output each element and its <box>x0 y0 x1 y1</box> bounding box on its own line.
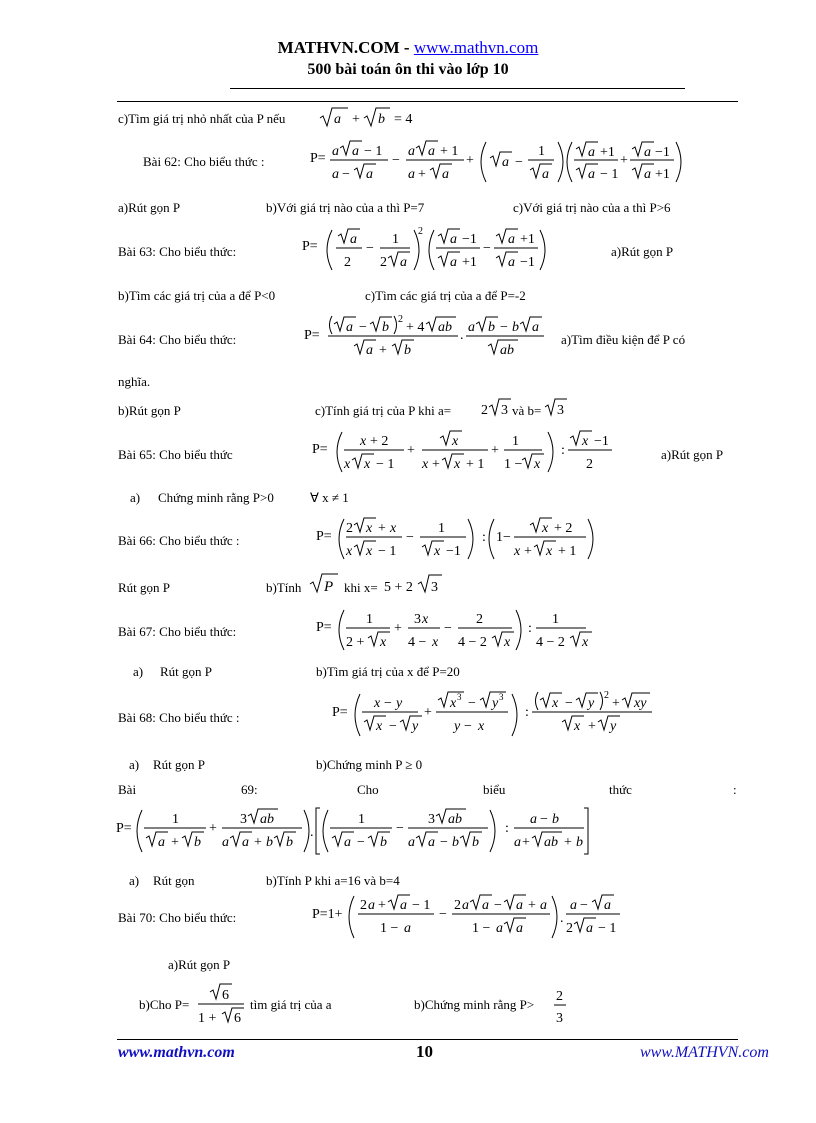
svg-text:a: a <box>332 167 339 182</box>
svg-text:a: a <box>586 921 593 936</box>
svg-text:− 1: − 1 <box>412 898 431 913</box>
svg-text:ab: ab <box>438 320 452 335</box>
svg-text:3: 3 <box>499 692 504 702</box>
formula-69 <box>116 806 596 858</box>
svg-text:y: y <box>454 719 461 734</box>
svg-text:+: + <box>378 898 386 913</box>
svg-text:b: b <box>266 835 273 850</box>
problem-64-part-c: c)Tính giá trị của P khi a= <box>315 403 452 418</box>
svg-text:b: b <box>378 112 385 127</box>
formula-67 <box>316 606 596 656</box>
svg-text:2: 2 <box>604 690 609 701</box>
svg-text:a: a <box>604 898 611 913</box>
header-subtitle: 500 bài toán ôn thi vào lớp 10 <box>307 61 509 78</box>
problem-69-part-a: Rút gọn <box>153 873 195 888</box>
svg-text:3: 3 <box>501 403 508 418</box>
svg-text:x: x <box>478 719 485 734</box>
svg-text:+: + <box>424 705 432 720</box>
svg-text:+: + <box>209 821 217 836</box>
svg-text:x: x <box>552 696 559 711</box>
svg-text:2: 2 <box>346 521 353 536</box>
svg-text::: : <box>561 443 565 458</box>
problem-64-part-b: b)Rút gọn P <box>118 403 181 418</box>
svg-text:x: x <box>454 457 461 472</box>
problem-67-part-a-label: a) <box>133 664 144 679</box>
svg-text:x: x <box>374 696 381 711</box>
svg-text:1 −: 1 − <box>380 921 399 936</box>
svg-text:a: a <box>400 255 407 270</box>
svg-text:x: x <box>346 544 353 559</box>
svg-text:4 −: 4 − <box>408 635 427 650</box>
svg-text:−: − <box>342 167 350 182</box>
formula-66 <box>316 515 596 565</box>
svg-text:P=: P= <box>316 620 332 635</box>
formula-70-P-value <box>196 982 256 1030</box>
svg-text:+: + <box>379 343 387 358</box>
svg-text:P=: P= <box>310 151 326 166</box>
problem-66-part-a: Rút gọn P <box>118 580 171 595</box>
svg-text:a: a <box>516 898 523 913</box>
svg-text:1: 1 <box>438 521 445 536</box>
problem-67-label: Bài 67: Cho biểu thức: <box>118 624 237 639</box>
svg-text:+: + <box>564 835 572 850</box>
svg-text:+1: +1 <box>655 167 670 182</box>
svg-text:2: 2 <box>344 255 351 270</box>
svg-text:x: x <box>574 719 581 734</box>
svg-text:+ 2: + 2 <box>554 521 573 536</box>
svg-text:x: x <box>534 457 541 472</box>
problem-69-word: 69: <box>241 782 258 797</box>
svg-text:2: 2 <box>586 457 593 472</box>
formula-65 <box>312 428 612 478</box>
svg-text:2: 2 <box>481 403 488 418</box>
svg-text:x: x <box>450 696 457 711</box>
svg-text:P: P <box>324 579 334 595</box>
problem-66-part-b: b)Tính <box>266 580 302 595</box>
problem-62-part-c: c)Với giá trị nào của a thì P>6 <box>513 200 671 215</box>
svg-text:b: b <box>472 835 479 850</box>
svg-text:x: x <box>366 544 373 559</box>
problem-64-label: Bài 64: Cho biểu thức: <box>118 332 237 347</box>
formula-64 <box>304 314 544 364</box>
svg-text:+1: +1 <box>462 255 477 270</box>
svg-text:a: a <box>530 812 537 827</box>
problem-67-part-a: Rút gọn P <box>160 664 213 679</box>
svg-text:x: x <box>364 457 371 472</box>
svg-text:3: 3 <box>240 812 247 827</box>
svg-text:6: 6 <box>234 1011 241 1026</box>
svg-text:a: a <box>570 898 577 913</box>
svg-text:−: − <box>439 907 447 922</box>
svg-text:.: . <box>560 911 564 926</box>
svg-text:a: a <box>408 144 415 159</box>
svg-text:a: a <box>332 144 339 159</box>
svg-text:a: a <box>450 255 457 270</box>
svg-text:a: a <box>428 835 435 850</box>
svg-text:− 1: − 1 <box>600 167 619 182</box>
problem-67-part-b: b)Tìm giá trị của x để P=20 <box>316 664 460 679</box>
svg-text:1: 1 <box>538 144 545 159</box>
problem-65-part-b: Chứng minh rằng P>0 <box>158 490 274 505</box>
svg-text:a: a <box>514 835 521 850</box>
header-url-link[interactable]: www.mathvn.com <box>413 38 539 57</box>
problem-70-label: Bài 70: Cho biểu thức: <box>118 910 237 925</box>
svg-text:a: a <box>644 145 651 160</box>
svg-text:− 1: − 1 <box>378 544 397 559</box>
svg-text:xy: xy <box>634 696 647 711</box>
svg-text:+: + <box>620 153 628 168</box>
svg-text:a: a <box>408 835 415 850</box>
svg-text:+1: +1 <box>520 232 535 247</box>
svg-text:4 − 2: 4 − 2 <box>536 635 565 650</box>
svg-text:a: a <box>540 898 547 913</box>
svg-text:−: − <box>464 719 472 734</box>
svg-text:a: a <box>450 232 457 247</box>
svg-text:1: 1 <box>392 232 399 247</box>
svg-text:2: 2 <box>454 898 461 913</box>
svg-text:b: b <box>380 835 387 850</box>
svg-text:2: 2 <box>398 314 403 325</box>
svg-text:a: a <box>588 167 595 182</box>
svg-text:a: a <box>502 155 509 170</box>
svg-text:a: a <box>400 898 407 913</box>
problem-66-label: Bài 66: Cho biểu thức : <box>118 533 240 548</box>
svg-text:b: b <box>286 835 293 850</box>
svg-text:1−: 1− <box>496 530 511 545</box>
svg-text:x: x <box>432 635 439 650</box>
svg-text:+: + <box>432 457 440 472</box>
svg-text:−1: −1 <box>462 232 477 247</box>
svg-text:− 1: − 1 <box>598 921 617 936</box>
header-rule-short <box>230 88 685 89</box>
svg-text:x: x <box>344 457 351 472</box>
svg-text:+: + <box>491 443 499 458</box>
formula-68 <box>332 690 662 742</box>
svg-text:b: b <box>552 812 559 827</box>
problem-62-part-a: a)Rút gọn P <box>118 200 181 215</box>
svg-text:ab: ab <box>260 812 274 827</box>
svg-text:P=: P= <box>302 239 318 254</box>
svg-text:x: x <box>360 434 367 449</box>
problem-65-part-b-label: a) <box>130 490 141 505</box>
svg-text:x: x <box>452 434 459 449</box>
svg-text:b: b <box>488 320 495 335</box>
formula-70-fraction <box>552 986 572 1030</box>
problem-63-part-b: b)Tìm các giá trị của a để P<0 <box>118 288 276 303</box>
svg-text:b: b <box>452 835 459 850</box>
svg-text:3: 3 <box>557 403 564 418</box>
svg-text:+ 1: + 1 <box>558 544 577 559</box>
svg-text:x: x <box>546 544 553 559</box>
svg-text:−: − <box>440 835 448 850</box>
problem-70-part-a: a)Rút gọn P <box>168 957 231 972</box>
svg-text:.: . <box>310 825 314 840</box>
problem-69-word: biểu <box>483 782 506 797</box>
svg-text:x: x <box>380 635 387 650</box>
svg-text:−: − <box>483 241 491 256</box>
svg-text:a: a <box>408 167 415 182</box>
svg-text:P=: P= <box>116 821 132 836</box>
problem-63-part-c: c)Tìm các giá trị của a để P=-2 <box>365 288 526 303</box>
svg-text:y: y <box>588 696 595 711</box>
svg-text:1: 1 <box>366 612 373 627</box>
formula-63 <box>302 226 562 276</box>
svg-text:a: a <box>428 144 435 159</box>
svg-text:−: − <box>384 696 392 711</box>
svg-text:a: a <box>644 167 651 182</box>
svg-text:a: a <box>404 921 411 936</box>
svg-text:= 4: = 4 <box>394 112 413 127</box>
svg-text:−: − <box>580 898 588 913</box>
footer-left-link[interactable]: www.mathvn.com <box>118 1044 235 1061</box>
footer-right-link[interactable]: www.MATHVN.com <box>640 1044 769 1061</box>
svg-text:P=1+: P=1+ <box>312 907 343 922</box>
svg-text:+ 1: + 1 <box>466 457 485 472</box>
svg-text:a: a <box>482 898 489 913</box>
header-brand: MATHVN.COM <box>277 38 400 57</box>
svg-text:+: + <box>466 153 474 168</box>
svg-text:−: − <box>389 719 397 734</box>
problem-69-word: Cho <box>357 782 379 797</box>
svg-text:+ 1: + 1 <box>440 144 459 159</box>
svg-text:.: . <box>460 328 464 343</box>
svg-text:ab: ab <box>448 812 462 827</box>
svg-text:−: − <box>565 696 573 711</box>
svg-text:−: − <box>396 821 404 836</box>
problem-65-part-b-cond: ∀ x ≠ 1 <box>310 490 349 505</box>
formula-64-b-value <box>545 396 575 418</box>
svg-text:−1: −1 <box>446 544 461 559</box>
svg-text:+: + <box>407 443 415 458</box>
svg-text:x: x <box>422 612 429 627</box>
svg-text:2: 2 <box>360 898 367 913</box>
svg-text:3: 3 <box>428 812 435 827</box>
svg-text:+ 4: + 4 <box>406 320 425 335</box>
problem-70-part-b: b)Cho P= <box>139 997 190 1012</box>
svg-text:5 + 2: 5 + 2 <box>384 580 413 595</box>
svg-text:a: a <box>496 921 503 936</box>
svg-text:+: + <box>378 521 386 536</box>
svg-text:1: 1 <box>512 434 519 449</box>
problem-text: c)Tìm giá trị nhỏ nhất của P nếu <box>118 111 286 126</box>
svg-text:P=: P= <box>304 328 320 343</box>
svg-text:P=: P= <box>312 442 328 457</box>
problem-69-part-b: b)Tính P khi a=16 và b=4 <box>266 873 400 888</box>
svg-text:y: y <box>610 719 617 734</box>
svg-text:a: a <box>368 898 375 913</box>
svg-text:x: x <box>582 434 589 449</box>
problem-64-part-a-cont: nghĩa. <box>118 374 151 389</box>
svg-text:1 −: 1 − <box>472 921 491 936</box>
svg-text:+: + <box>524 544 532 559</box>
svg-text:3: 3 <box>556 1011 563 1026</box>
problem-64-part-a: a)Tìm điều kiện để P có <box>561 332 686 347</box>
svg-text:ab: ab <box>500 343 514 358</box>
svg-text:x: x <box>514 544 521 559</box>
svg-text:+1: +1 <box>600 145 615 160</box>
svg-text:x: x <box>366 521 373 536</box>
svg-text:−: − <box>366 241 374 256</box>
formula-70 <box>312 892 642 944</box>
svg-text:+: + <box>522 835 530 850</box>
svg-text:2 +: 2 + <box>346 635 365 650</box>
page-number: 10 <box>416 1042 433 1061</box>
svg-text:−1: −1 <box>520 255 535 270</box>
problem-69-word: Bài <box>118 782 137 797</box>
svg-text:−: − <box>357 835 365 850</box>
svg-text:− 1: − 1 <box>376 457 395 472</box>
problem-63-label: Bài 63: Cho biểu thức: <box>118 244 237 259</box>
svg-text:b: b <box>576 835 583 850</box>
problem-64-part-c-b: và b= <box>512 403 542 418</box>
svg-text:a: a <box>366 167 373 182</box>
svg-text::: : <box>525 705 529 720</box>
svg-text:2: 2 <box>380 255 387 270</box>
svg-text:x: x <box>504 635 511 650</box>
svg-text:4 − 2: 4 − 2 <box>458 635 487 650</box>
svg-text:+: + <box>254 835 262 850</box>
svg-text:+ 2: + 2 <box>370 434 389 449</box>
svg-text:3: 3 <box>457 692 462 702</box>
svg-text:1 −: 1 − <box>504 457 523 472</box>
problem-68-part-a-label: a) <box>129 757 140 772</box>
svg-text:a: a <box>346 320 353 335</box>
problem-63-part-a: a)Rút gọn P <box>611 244 674 259</box>
svg-text:b: b <box>512 320 519 335</box>
header-title: MATHVN.COM - www.mathvn.com <box>277 38 539 57</box>
problem-68-label: Bài 68: Cho biểu thức : <box>118 710 240 725</box>
svg-text:a: a <box>542 167 549 182</box>
footer-rule <box>117 1039 738 1040</box>
svg-text:x: x <box>376 719 383 734</box>
problem-65-label: Bài 65: Cho biểu thức <box>118 447 233 462</box>
problem-69-part-a-label: a) <box>129 873 140 888</box>
svg-text:6: 6 <box>222 988 229 1003</box>
problem-66-part-b-cond: khi x= <box>344 580 378 595</box>
formula-66-x-value <box>384 572 454 596</box>
svg-text:− 1: − 1 <box>364 144 383 159</box>
svg-text:−: − <box>392 153 400 168</box>
problem-65-part-a: a)Rút gọn P <box>661 447 724 462</box>
svg-text:−: − <box>468 696 476 711</box>
svg-text:b: b <box>382 320 389 335</box>
formula-62 <box>310 140 670 190</box>
svg-text:2: 2 <box>566 921 573 936</box>
header-rule-long <box>117 101 738 102</box>
svg-text:2: 2 <box>418 226 423 237</box>
svg-text:b: b <box>194 835 201 850</box>
svg-text:−: − <box>444 621 452 636</box>
svg-text:a: a <box>516 921 523 936</box>
problem-68-part-a: Rút gọn P <box>153 757 206 772</box>
svg-text:a: a <box>344 835 351 850</box>
problem-62-label: Bài 62: Cho biểu thức : <box>143 154 265 169</box>
svg-text:−1: −1 <box>655 145 670 160</box>
svg-text:a: a <box>350 232 357 247</box>
svg-text:1: 1 <box>552 612 559 627</box>
svg-text:y: y <box>412 719 419 734</box>
problem-68-part-b: b)Chứng minh P ≥ 0 <box>316 757 423 772</box>
svg-text:−: − <box>540 812 548 827</box>
svg-text:3: 3 <box>431 580 438 595</box>
svg-text::: : <box>482 530 486 545</box>
svg-text::: : <box>528 621 532 636</box>
svg-text:a: a <box>242 835 249 850</box>
svg-text:b: b <box>404 343 411 358</box>
formula-sqrt-sum <box>318 104 413 128</box>
svg-text:+: + <box>171 835 179 850</box>
problem-69-word: thức <box>609 782 632 797</box>
svg-text:−1: −1 <box>594 434 609 449</box>
svg-text:3: 3 <box>414 612 421 627</box>
svg-text:+: + <box>612 696 620 711</box>
svg-text::: : <box>505 821 509 836</box>
problem-70-part-b-tail: tìm giá trị của a <box>250 997 332 1012</box>
svg-text:x: x <box>434 544 441 559</box>
svg-text:a: a <box>468 320 475 335</box>
svg-text:a: a <box>366 343 373 358</box>
svg-text:x: x <box>582 635 589 650</box>
svg-text:x: x <box>390 521 397 536</box>
svg-text:y: y <box>492 696 499 711</box>
svg-text:a: a <box>352 144 359 159</box>
svg-text:−: − <box>500 320 508 335</box>
svg-text:x: x <box>542 521 549 536</box>
svg-text:y: y <box>396 696 403 711</box>
svg-text:a: a <box>462 898 469 913</box>
problem-62-part-b: b)Với giá trị nào của a thì P=7 <box>266 200 425 215</box>
svg-text:+: + <box>418 167 426 182</box>
svg-text:1 +: 1 + <box>198 1011 217 1026</box>
svg-text:2: 2 <box>476 612 483 627</box>
svg-text:ab: ab <box>544 835 558 850</box>
svg-text:a: a <box>532 320 539 335</box>
problem-69-word: : <box>733 782 737 797</box>
svg-text:a: a <box>588 145 595 160</box>
svg-text:a: a <box>508 255 515 270</box>
svg-text:−: − <box>494 898 502 913</box>
problem-70-part-c: b)Chứng minh rằng P> <box>414 997 535 1012</box>
svg-text:+: + <box>352 112 360 127</box>
svg-text:a: a <box>442 167 449 182</box>
svg-text:1: 1 <box>172 812 179 827</box>
svg-text:+: + <box>588 719 596 734</box>
svg-text:−: − <box>359 320 367 335</box>
svg-text:a: a <box>334 112 341 127</box>
svg-text:a: a <box>222 835 229 850</box>
svg-text:x: x <box>422 457 429 472</box>
svg-text:P=: P= <box>332 705 348 720</box>
svg-text:a: a <box>508 232 515 247</box>
svg-text:−: − <box>515 155 523 170</box>
svg-text:1: 1 <box>358 812 365 827</box>
svg-text:+: + <box>394 621 402 636</box>
formula-66-sqrtP <box>310 572 342 596</box>
svg-text:2: 2 <box>556 989 563 1004</box>
svg-text:−: − <box>406 530 414 545</box>
svg-text:P=: P= <box>316 529 332 544</box>
svg-text:+: + <box>528 898 536 913</box>
svg-text:a: a <box>158 835 165 850</box>
